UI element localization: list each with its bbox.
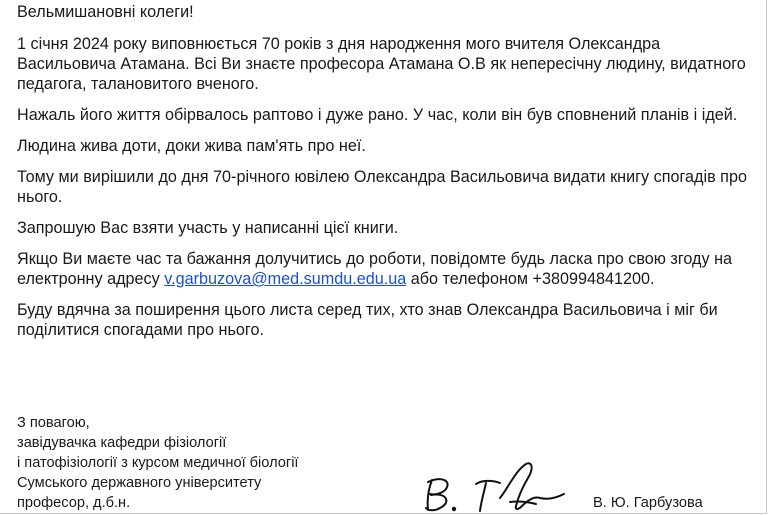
sign-line-regards: З повагою, (17, 415, 90, 431)
signature-block (17, 413, 299, 513)
paragraph-invitation: Запрошую Вас взяти участь у написанні цієї книги. (17, 219, 399, 237)
paragraph-closing: Буду вдячна за поширення цього листа серед тих, хто знав Олександра Васильовича і міг би поділитися спогадами про нього. (17, 301, 718, 339)
email-link[interactable]: v.garbuzova@med.sumdu.edu.ua (164, 270, 407, 288)
paragraph-memory: Людина жива доти, доки жива пам'ять про неї. (17, 137, 366, 155)
paragraph-loss: Нажаль його життя обірвалось раптово і дуже рано. У час, коли він був сповнений планів і ідей. (17, 106, 738, 124)
contact-text-before: Якщо Ви маєте час та бажання долучитись до роботи, повідомте будь ласка про свою згоду на електронну адресу (17, 250, 733, 288)
paragraph-contact (17, 249, 759, 289)
paragraph-book: Тому ми вирішили до дня 70-річного ювілею Олександра Васильовича видати книгу спогадів про нього. (17, 168, 747, 206)
letter-body (17, 2, 759, 351)
sign-line-position: завідувачка кафедри фізіології (17, 435, 227, 451)
greeting: Вельмишановні колеги! (17, 3, 194, 21)
handwritten-signature (418, 458, 568, 515)
sign-line-university: Сумського державного університету (17, 475, 262, 491)
sign-line-degree: професор, д.б.н. (17, 495, 131, 511)
contact-text-after: або телефоном +380994841200. (406, 270, 655, 288)
sign-line-department: і патофізіології з курсом медичної біології (17, 455, 299, 471)
paragraph-anniversary: 1 січня 2024 року виповнюється 70 років з дня народження мого вчителя Олександра Васильовича Атамана. Всі Ви знаєте професора Атамана О.В як непересічну людину, видатного педагога, талановитого вченого. (17, 35, 746, 93)
signer-name: В. Ю. Гарбузова (593, 495, 703, 511)
